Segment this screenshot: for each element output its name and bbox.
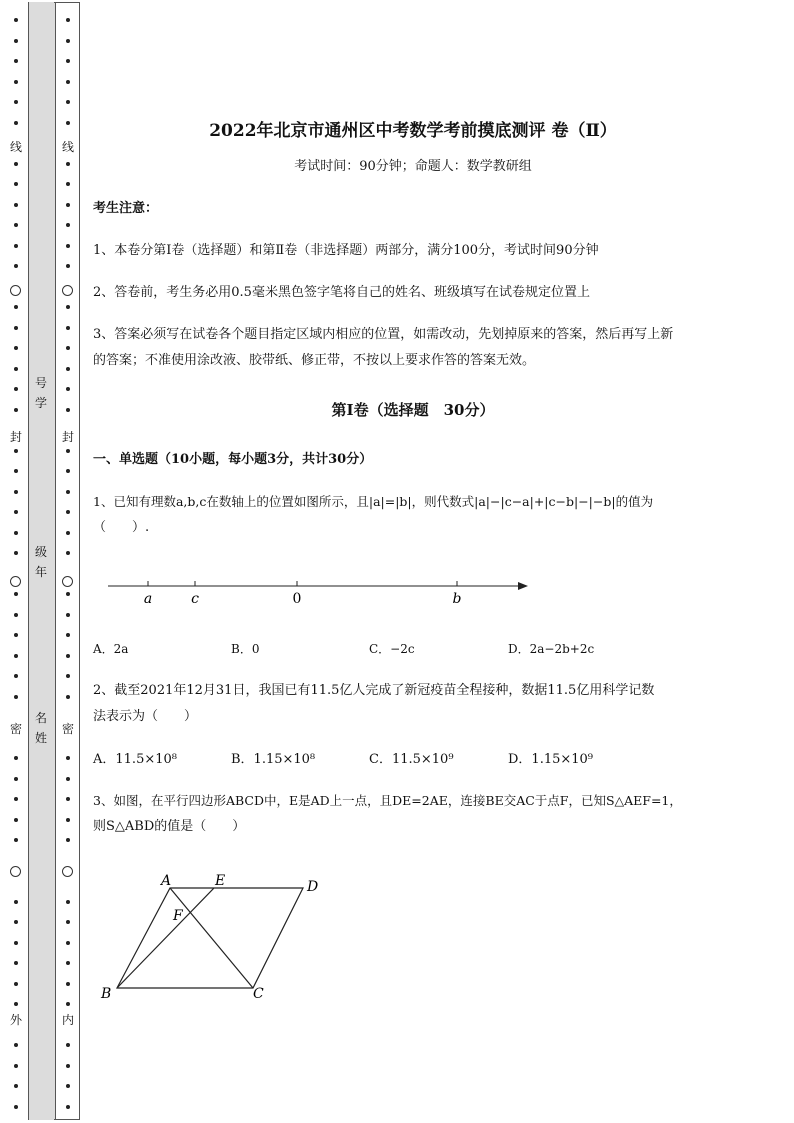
inner-dot (66, 531, 70, 535)
outer-dot (14, 797, 18, 801)
outer-dot (14, 1084, 18, 1088)
inner-dot (66, 818, 70, 822)
inner-dot (66, 490, 70, 494)
band-label-xing: 姓 (34, 731, 47, 745)
outer-dot (14, 982, 18, 986)
inner-circle-mark (62, 285, 73, 296)
inner-dot (66, 264, 70, 268)
outer-dot (14, 920, 18, 924)
q3-parallelogram-figure (95, 868, 335, 1008)
inner-dot (66, 961, 70, 965)
q2-text: 2、截至2021年12月31日，我国已有11.5亿人完成了新冠疫苗全程接种，数据11.5亿用科学记数 (93, 683, 655, 698)
outer-dot (14, 346, 18, 350)
axis-arrow (518, 582, 528, 590)
band-label-xue: 学 (34, 396, 47, 410)
q2-option-a[interactable]: A．11.5×10⁸ (93, 752, 177, 767)
q2-option-c[interactable]: C．11.5×10⁹ (369, 752, 454, 767)
q2-option-d[interactable]: D．1.15×10⁹ (508, 752, 594, 767)
inner-dot (66, 695, 70, 699)
point-label-b: B (101, 986, 112, 1002)
outer-dot (14, 244, 18, 248)
inner-dot (66, 39, 70, 43)
page-title: 2022年北京市通州区中考数学考前摸底测评 卷（Ⅱ） (209, 121, 617, 141)
inner-dot (66, 387, 70, 391)
outer-dot (14, 531, 18, 535)
outer-dot (14, 1043, 18, 1047)
inner-dot (66, 1064, 70, 1068)
outer-dot (14, 80, 18, 84)
q1-text-cont: （ ）. (93, 520, 150, 535)
outer-circle-mark (10, 285, 21, 296)
outer-label-2: 密 (9, 722, 22, 736)
inner-dot (66, 203, 70, 207)
inner-dot (66, 613, 70, 617)
inner-dot (66, 797, 70, 801)
outer-dot (14, 449, 18, 453)
inner-dot (66, 182, 70, 186)
point-label-f: F (173, 908, 183, 924)
segment-ac (170, 888, 253, 988)
outer-dot (14, 756, 18, 760)
point-label-a: A (161, 873, 172, 889)
band-label-hao: 号 (34, 376, 47, 390)
inner-dot (66, 59, 70, 63)
point-label-c: C (253, 986, 264, 1002)
q2-option-b[interactable]: B．1.15×10⁸ (231, 752, 316, 767)
inner-dot (66, 305, 70, 309)
q1-option-c[interactable]: C．−2c (369, 642, 415, 656)
outer-dot (14, 203, 18, 207)
inner-dot (66, 674, 70, 678)
inner-dot (66, 100, 70, 104)
notice-item-3-cont: 的答案；不准使用涂改液、胶带纸、修正带，不按以上要求作答的答案无效。 (93, 353, 536, 368)
outer-dot (14, 39, 18, 43)
outer-dot (14, 490, 18, 494)
outer-dot (14, 387, 18, 391)
q1-text: 1、已知有理数a,b,c在数轴上的位置如图所示，且|a|=|b|，则代数式|a|−|c−a|+|c−b|−|−b|的值为 (93, 494, 654, 509)
point-label-e: E (215, 873, 226, 889)
inner-dot (66, 777, 70, 781)
inner-dot (66, 838, 70, 842)
inner-dot (66, 982, 70, 986)
axis-label-c: c (191, 591, 199, 607)
inner-dot (66, 244, 70, 248)
outer-dot (14, 695, 18, 699)
exam-info: 考试时间：90分钟；命题人：数学教研组 (294, 159, 532, 174)
part-heading: 一、单选题（10小题，每小题3分，共计30分） (93, 452, 373, 467)
inner-dot (66, 449, 70, 453)
band-label-nian: 年 (34, 565, 47, 579)
inner-dot (66, 18, 70, 22)
outer-dot (14, 941, 18, 945)
outer-dot (14, 777, 18, 781)
q1-option-b[interactable]: B．0 (231, 642, 260, 656)
outer-dot (14, 305, 18, 309)
outer-dot (14, 633, 18, 637)
inner-dot (66, 1002, 70, 1006)
inner-dot (66, 756, 70, 760)
outer-dot (14, 613, 18, 617)
outer-dot (14, 100, 18, 104)
axis-label-a: a (143, 591, 153, 607)
outer-dot (14, 1105, 18, 1109)
inner-label-1: 封 (61, 430, 74, 444)
inner-dot (66, 551, 70, 555)
inner-dot (66, 223, 70, 227)
section-title: 第Ⅰ卷（选择题 30分） (331, 401, 495, 419)
inner-dot (66, 367, 70, 371)
outer-dot (14, 182, 18, 186)
inner-label-0: 线 (61, 140, 74, 154)
axis-label-0: 0 (292, 591, 302, 607)
outer-circle-mark (10, 576, 21, 587)
inner-dot (66, 469, 70, 473)
inner-dot (66, 510, 70, 514)
q1-option-a[interactable]: A．2a (93, 642, 129, 656)
q3-text: 3、如图，在平行四边形ABCD中，E是AD上一点，且DE=2AE，连接BE交AC于点F，已知S△AEF=1， (93, 793, 682, 808)
outer-dot (14, 223, 18, 227)
notice-item-1: 1、本卷分第Ⅰ卷（选择题）和第Ⅱ卷（非选择题）两部分，满分100分，考试时间90分钟 (93, 243, 599, 258)
inner-dot (66, 654, 70, 658)
outer-dot (14, 510, 18, 514)
q3-text-cont: 则S△ABD的值是（ ） (93, 819, 246, 834)
outer-dot (14, 264, 18, 268)
outer-dot (14, 59, 18, 63)
inner-dot (66, 920, 70, 924)
outer-dot (14, 18, 18, 22)
outer-label-3: 外 (9, 1013, 22, 1027)
band-label-ming: 名 (34, 711, 47, 725)
inner-dot (66, 900, 70, 904)
outer-label-0: 线 (9, 140, 22, 154)
outer-dot (14, 326, 18, 330)
outer-dot (14, 1064, 18, 1068)
outer-dot (14, 469, 18, 473)
outer-dot (14, 674, 18, 678)
notice-item-3: 3、答案必须写在试卷各个题目指定区域内相应的位置，如需改动，先划掉原来的答案，然后再写上新 (93, 327, 674, 342)
outer-dot (14, 654, 18, 658)
notice-heading: 考生注意： (93, 201, 159, 216)
outer-dot (14, 838, 18, 842)
point-label-d: D (307, 879, 319, 895)
segment-be (117, 888, 214, 988)
inner-dot (66, 346, 70, 350)
outer-label-1: 封 (9, 430, 22, 444)
outer-dot (14, 818, 18, 822)
inner-label-2: 密 (61, 722, 74, 736)
outer-dot (14, 592, 18, 596)
axis-label-b: b (452, 591, 462, 607)
inner-dot (66, 941, 70, 945)
inner-label-3: 内 (61, 1013, 74, 1027)
q1-number-line (100, 575, 540, 615)
inner-dot (66, 1105, 70, 1109)
band-label-ji: 级 (34, 545, 47, 559)
inner-dot (66, 1084, 70, 1088)
inner-dot (66, 80, 70, 84)
outer-circle-mark (10, 866, 21, 877)
outer-dot (14, 1002, 18, 1006)
inner-circle-mark (62, 866, 73, 877)
inner-dot (66, 1043, 70, 1047)
q2-text-cont: 法表示为（ ） (93, 709, 198, 724)
inner-dot (66, 326, 70, 330)
parallelogram-abcd (117, 888, 303, 988)
outer-dot (14, 367, 18, 371)
inner-circle-mark (62, 576, 73, 587)
outer-dot (14, 900, 18, 904)
inner-dot (66, 633, 70, 637)
inner-dot (66, 592, 70, 596)
notice-item-2: 2、答卷前，考生务必用0.5毫米黑色签字笔将自己的姓名、班级填写在试卷规定位置上 (93, 285, 590, 300)
q1-option-d[interactable]: D．2a−2b+2c (508, 642, 595, 656)
outer-dot (14, 961, 18, 965)
outer-dot (14, 551, 18, 555)
